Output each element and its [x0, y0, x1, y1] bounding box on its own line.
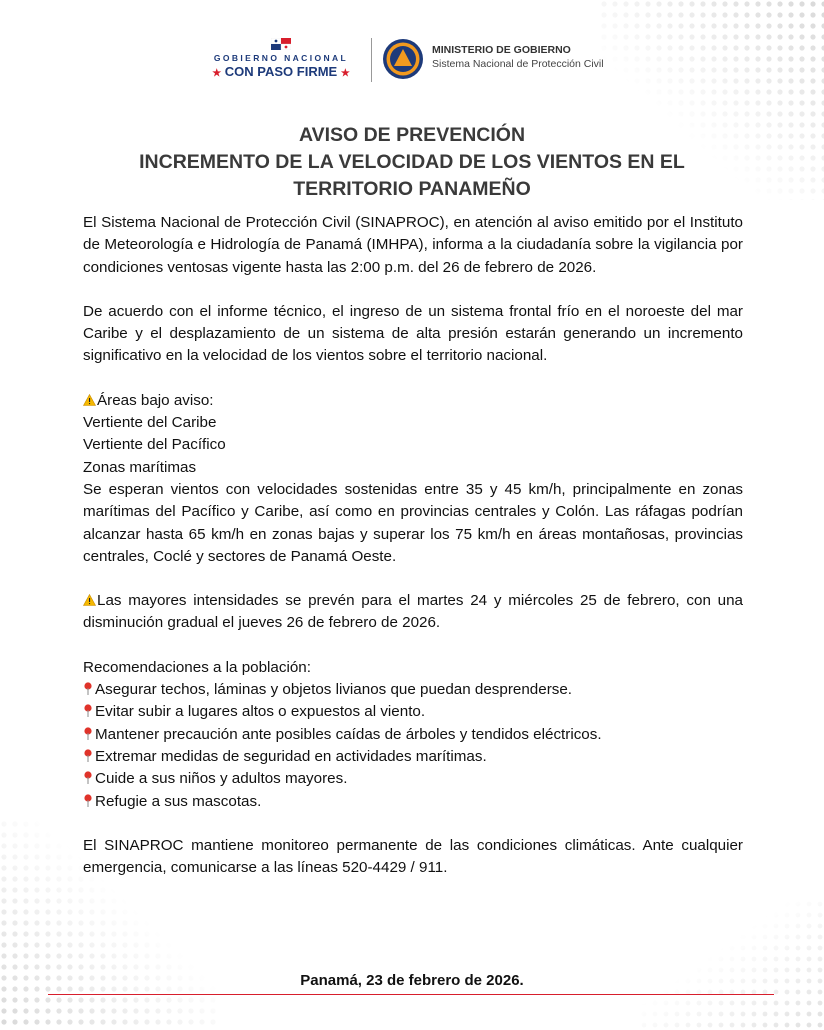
recommendation-text: Refugie a sus mascotas.: [95, 792, 262, 810]
pin-icon: [83, 749, 93, 762]
area-item: Zonas marítimas: [83, 458, 197, 476]
document-body: [83, 212, 743, 879]
area-item: Vertiente del Pacífico: [83, 436, 226, 454]
recommendation-item: [83, 701, 743, 723]
recommendation-text: Evitar subir a lugares altos o expuestos al viento.: [95, 703, 426, 721]
recommendation-item: [83, 746, 743, 768]
area-item: Vertiente del Caribe: [83, 414, 217, 432]
panama-flag-icon: [271, 38, 291, 50]
con-paso-firme-text: [196, 64, 366, 79]
recommendation-text: Extremar medidas de seguridad en actividades marítimas.: [95, 747, 487, 765]
header: [0, 32, 824, 92]
closing-paragraph: El SINAPROC mantiene monitoreo permanente de las condiciones climáticas. Ante cualquier emergencia, comunicarse a las líneas 520-4429 / 911.: [83, 836, 743, 877]
ministry-subtitle: Sistema Nacional de Protección Civil: [432, 58, 604, 70]
decorative-dots-bottom-right: [640, 900, 824, 1030]
warning-icon: [83, 594, 96, 606]
recommendation-item: [83, 768, 743, 790]
ministry-title: MINISTERIO DE GOBIERNO: [432, 44, 571, 56]
title-line-1: AVISO DE PREVENCIÓN: [298, 124, 526, 146]
technical-paragraph: De acuerdo con el informe técnico, el ingreso de un sistema frontal frío en el noroeste del mar Caribe y el desplazamiento de un sistema de alta presión estarán generando un incremento significativo en la velocidad de los vientos sobre el territorio nacional.: [83, 302, 743, 365]
title-line-3: TERRITORIO PANAMEÑO: [293, 178, 531, 200]
document-title: [0, 122, 824, 203]
pin-icon: [83, 682, 93, 695]
recommendation-text: Asegurar techos, láminas y objetos livianos que puedan desprenderse.: [95, 681, 573, 699]
proteccion-civil-seal-icon: [382, 38, 424, 80]
warning-icon: [83, 394, 96, 406]
intensity-paragraph: [83, 590, 743, 635]
star-icon: ★: [340, 68, 350, 79]
recommendation-text: Cuide a sus niños y adultos mayores.: [95, 770, 348, 788]
title-line-2: INCREMENTO DE LA VELOCIDAD DE LOS VIENTOS EN EL: [139, 151, 685, 173]
intro-paragraph: El Sistema Nacional de Protección Civil (SINAPROC), en atención al aviso emitido por el Instituto de Meteorología e Hidrología de Panamá (IMHPA), informa a la ciudadanía sobre la vigilancia por condiciones ventosas vigente hasta las 2:00 p.m. del 26 de febrero de 2026.: [83, 214, 743, 276]
pin-icon: [83, 704, 93, 717]
recommendation-item: [83, 724, 743, 746]
pin-icon: [83, 771, 93, 784]
document-date: Panamá, 23 de febrero de 2026.: [300, 972, 524, 989]
footer-divider: [48, 994, 774, 995]
pin-icon: [83, 727, 93, 740]
pin-icon: [83, 794, 93, 807]
areas-heading: [83, 390, 743, 412]
gobierno-nacional-text: GOBIERNO NACIONAL: [213, 53, 349, 63]
star-icon: ★: [212, 68, 222, 79]
winds-paragraph: Se esperan vientos con velocidades sostenidas entre 35 y 45 km/h, principalmente en zonas marítimas del Pacífico y Caribe, así como en provincias centrales y Colón. Las ráfagas podrían alcanzar hasta 65 km/h en zonas bajas y superar los 75 km/h en áreas montañosas, provincias centrales, Coclé y sectores de Panamá Oeste.: [83, 480, 743, 565]
ministry-block: [432, 44, 604, 70]
intensity-text: Las mayores intensidades se prevén para el martes 24 y miércoles 25 de febrero, con una disminución gradual el jueves 26 de febrero de 2026.: [83, 592, 743, 632]
header-divider: [371, 38, 372, 82]
gobierno-nacional-logo: [196, 38, 366, 79]
recommendation-item: [83, 679, 743, 701]
recommendation-item: [83, 791, 743, 813]
areas-heading-text: Áreas bajo aviso:: [97, 391, 214, 409]
recommendation-text: Mantener precaución ante posibles caídas de árboles y tendidos eléctricos.: [95, 725, 602, 743]
recommendations-heading: Recomendaciones a la población:: [83, 658, 311, 676]
con-paso-firme-label: CON PASO FIRME: [224, 64, 338, 79]
